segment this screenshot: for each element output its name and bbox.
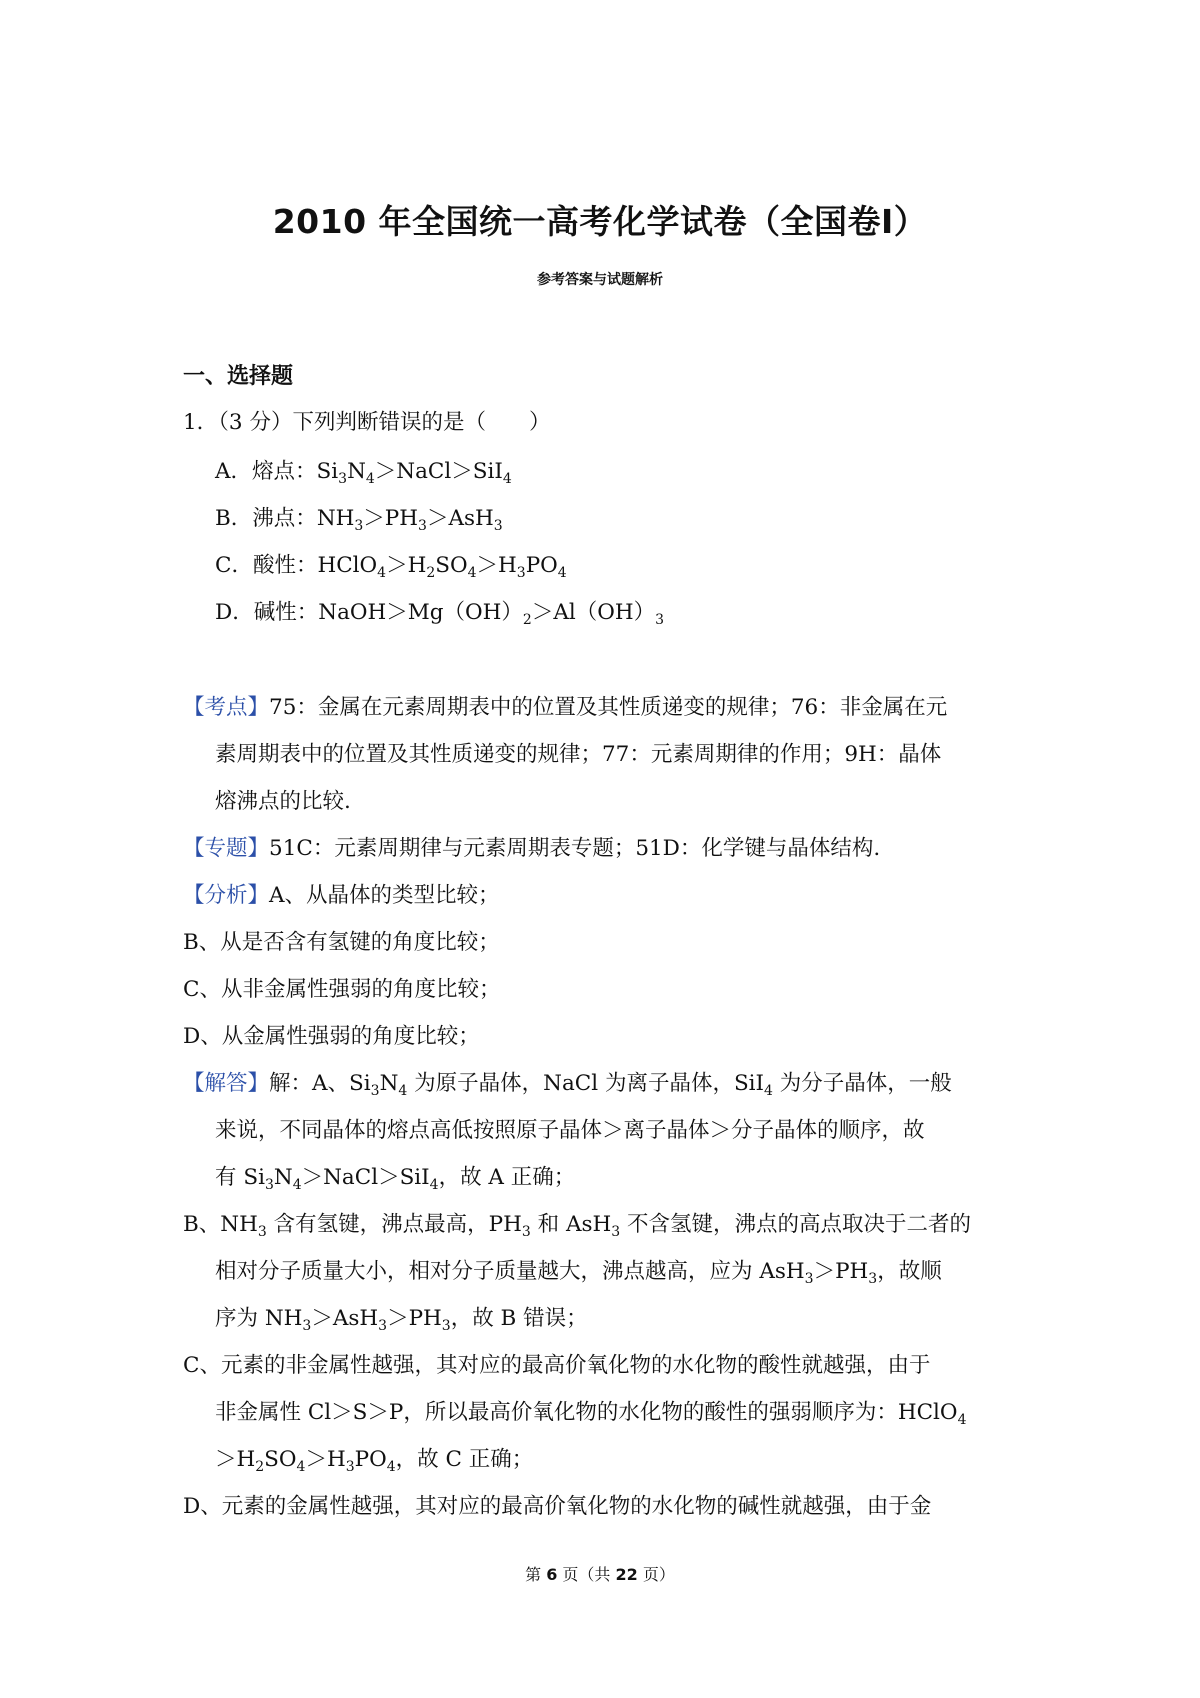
- fenxi-line-d: D、从金属性强弱的角度比较；: [183, 1024, 480, 1049]
- fenxi-line-a: 【分析】A、从晶体的类型比较；: [183, 883, 500, 908]
- jieda-line-b1: B、$NH_3$ 含有氢键，沸点最高，$PH_3$ 和 AsH$_3$ 不含氢键，沸点的高点取决于二者的: [183, 1212, 972, 1240]
- fenxi-line-b: B、从是否含有氢键的角度比较；: [183, 930, 500, 955]
- option-c: [215, 553, 567, 581]
- jieda-line-b2: 相对分子质量大小，相对分子质量越大，沸点越高，应为 $AsH_3>PH_3$，故顺: [215, 1259, 942, 1287]
- jieda-line-a2: 来说，不同晶体的熔点高低按照原子晶体＞离子晶体＞分子晶体的顺序，故: [215, 1118, 925, 1143]
- zhuanti-tag: 【专题】: [183, 836, 270, 861]
- jieda-line-d1: D、元素的金属性越强，其对应的最高价氧化物的水化物的碱性就越强，由于金: [183, 1494, 932, 1519]
- page-title: 2010 年全国统一高考化学试卷（全国卷Ⅰ）: [272, 202, 928, 241]
- jieda-tag: 【解答】: [183, 1071, 270, 1096]
- kaodian-line-3: 熔沸点的比较.: [215, 789, 351, 814]
- jieda-line-c2: 非金属性 Cl＞S＞P，所以最高价氧化物的水化物的酸性的强弱顺序为：HClO$_4$: [215, 1400, 967, 1428]
- option-c-formula: $HClO_4>H_2SO_4>H_3PO_4$: [317, 553, 567, 581]
- jieda-line-c1: C、元素的非金属性越强，其对应的最高价氧化物的水化物的酸性就越强，由于: [183, 1353, 931, 1378]
- option-d: [215, 600, 665, 628]
- fenxi-line-c: C、从非金属性强弱的角度比较；: [183, 977, 501, 1002]
- option-b-label: B．沸点：: [215, 506, 317, 531]
- fenxi-tag: 【分析】: [183, 883, 270, 908]
- section-heading: 一、选择题: [183, 364, 294, 389]
- zhuanti-line: 【专题】51C：元素周期律与元素周期表专题；51D：化学键与晶体结构.: [183, 836, 881, 861]
- page-subtitle: 参考答案与试题解析: [537, 272, 663, 288]
- option-c-label: C．酸性：: [215, 553, 318, 578]
- kaodian-line-2: 素周期表中的位置及其性质递变的规律；77：元素周期律的作用；9H：晶体: [215, 742, 942, 767]
- option-b: [215, 506, 503, 534]
- option-b-formula: $NH_3>PH_3>AsH_3$: [316, 506, 503, 534]
- jieda-line-b3: 序为 $NH_3>AsH_3>PH_3$，故 B 错误；: [215, 1306, 588, 1334]
- jieda-line-a1: 【解答】解：A、$Si_3N_4$ 为原子晶体，NaCl 为离子晶体，SiI$_4$ 为分子晶体，一般: [183, 1071, 952, 1099]
- jieda-line-a3: 有 $Si_3N_4>NaCl>SiI_4$，故 A 正确；: [215, 1165, 576, 1193]
- option-a-label: A．熔点：: [215, 459, 317, 484]
- option-a: [215, 459, 512, 487]
- page-total: 22: [615, 1565, 638, 1584]
- jieda-line-c3: $>H_2SO_4>H_3PO_4$，故 C 正确；: [215, 1447, 534, 1475]
- kaodian-tag: 【考点】: [183, 695, 270, 720]
- option-a-formula: $Si_3N_4>NaCl>SiI_4$: [316, 459, 512, 487]
- kaodian-line-1: 【考点】75：金属在元素周期表中的位置及其性质递变的规律；76：非金属在元: [183, 695, 948, 720]
- option-d-formula: $NaOH>Mg(OH)_2>Al(OH)_3$: [318, 600, 665, 628]
- page-footer: 第 6 页（共 22 页）: [525, 1565, 675, 1584]
- question-stem: 1．（3 分）下列判断错误的是（ ）: [183, 410, 551, 435]
- option-d-label: D．碱性：: [215, 600, 319, 625]
- page-number: 6: [546, 1565, 558, 1584]
